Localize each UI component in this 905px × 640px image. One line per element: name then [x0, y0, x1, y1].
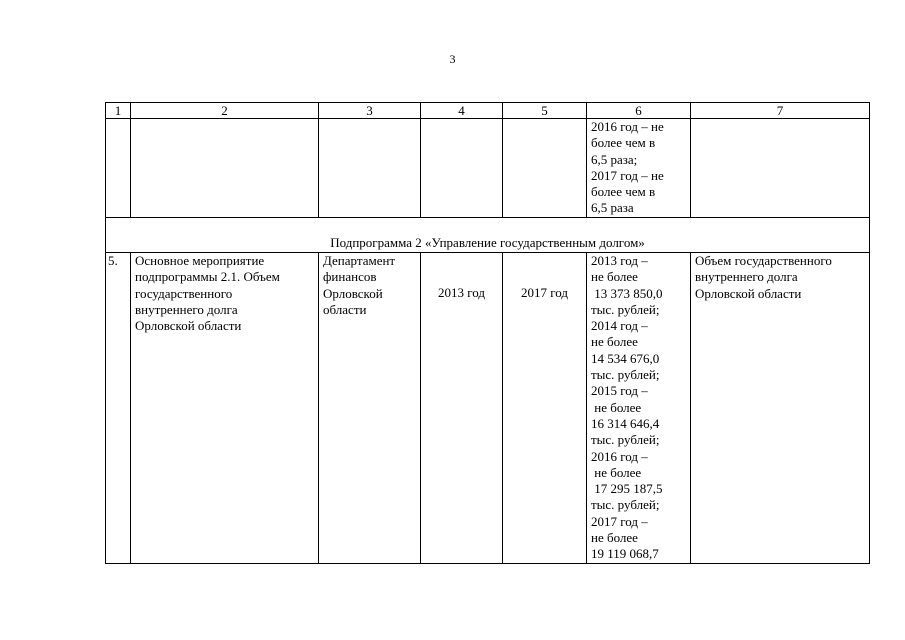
header-cell: 6: [587, 103, 691, 119]
cell-text-line: 2017 год – не: [591, 167, 664, 183]
cell-text-line: Объем государственного: [695, 253, 832, 268]
cell-text-line: Орловской области: [135, 318, 242, 334]
cell-text-line: 2016 год – не: [591, 119, 664, 134]
header-cell: 4: [421, 103, 503, 119]
activities-table: [105, 102, 870, 564]
table-cell: [503, 119, 587, 218]
header-cell: 2: [131, 103, 319, 119]
table-cell: [319, 119, 421, 218]
subprogram-row: [106, 218, 870, 253]
cell-text-line: Департамент: [323, 253, 396, 268]
table-cell: [131, 119, 319, 218]
cell-text-line: внутреннего долга: [695, 269, 798, 285]
cell-text-line: более чем в: [591, 184, 656, 200]
continued-row: [106, 119, 870, 218]
cell-text-line: 2014 год –: [591, 318, 648, 334]
cell-text-line: 19 119 068,7: [591, 546, 659, 562]
cell-text-line: 6,5 раза;: [591, 151, 638, 167]
cell-text-line: не более: [591, 399, 642, 415]
cell-text-line: 2013 год –: [591, 253, 648, 268]
header-cell: 3: [319, 103, 421, 119]
cell-text-line: области: [323, 301, 367, 317]
cell-text-line: подпрограммы 2.1. Объем: [135, 269, 280, 285]
cell-text-line: 17 295 187,5: [591, 481, 663, 497]
indicator-cell: [587, 253, 691, 564]
cell-text-line: 14 534 676,0: [591, 350, 660, 366]
cell-text-line: тыс. рублей;: [591, 432, 660, 448]
cell-text-line: тыс. рублей;: [591, 497, 660, 513]
header-cell: 1: [106, 103, 131, 119]
indicator-cell: [587, 119, 691, 218]
cell-text-line: более чем в: [591, 135, 656, 151]
cell-text-line: тыс. рублей;: [591, 301, 660, 317]
table-cell: [691, 119, 870, 218]
cell-text-line: 13 373 850,0: [591, 285, 663, 301]
start-year-cell: 2013 год: [421, 253, 503, 564]
table-header-row: [106, 103, 870, 119]
cell-text-line: внутреннего долга: [135, 301, 238, 317]
result-cell: [691, 253, 870, 564]
cell-text-line: Орловской: [323, 285, 383, 301]
executor-cell: [319, 253, 421, 564]
page-number: 3: [449, 52, 456, 66]
header-cell: 5: [503, 103, 587, 119]
cell-text-line: финансов: [323, 269, 377, 285]
cell-text-line: государственного: [135, 285, 233, 301]
cell-text-line: 6,5 раза: [591, 200, 634, 216]
cell-text-line: Основное мероприятие: [135, 253, 265, 268]
end-year-cell: 2017 год: [503, 253, 587, 564]
table-cell: [106, 119, 131, 218]
cell-text-line: не более: [591, 269, 638, 285]
cell-text-line: 2016 год –: [591, 448, 648, 464]
row-number: 5.: [106, 253, 131, 564]
subprogram-title: Подпрограмма 2 «Управление государственным долгом»: [106, 218, 870, 253]
table-row: [106, 253, 870, 564]
cell-text-line: 16 314 646,4: [591, 415, 660, 431]
cell-text-line: тыс. рублей;: [591, 367, 660, 383]
header-cell: 7: [691, 103, 870, 119]
table-cell: [421, 119, 503, 218]
cell-text-line: 2015 год –: [591, 383, 648, 399]
activity-cell: [131, 253, 319, 564]
cell-text-line: не более: [591, 530, 638, 546]
cell-text-line: не более: [591, 464, 642, 480]
cell-text-line: Орловской области: [695, 285, 802, 301]
cell-text-line: 2017 год –: [591, 513, 648, 529]
cell-text-line: не более: [591, 334, 638, 350]
